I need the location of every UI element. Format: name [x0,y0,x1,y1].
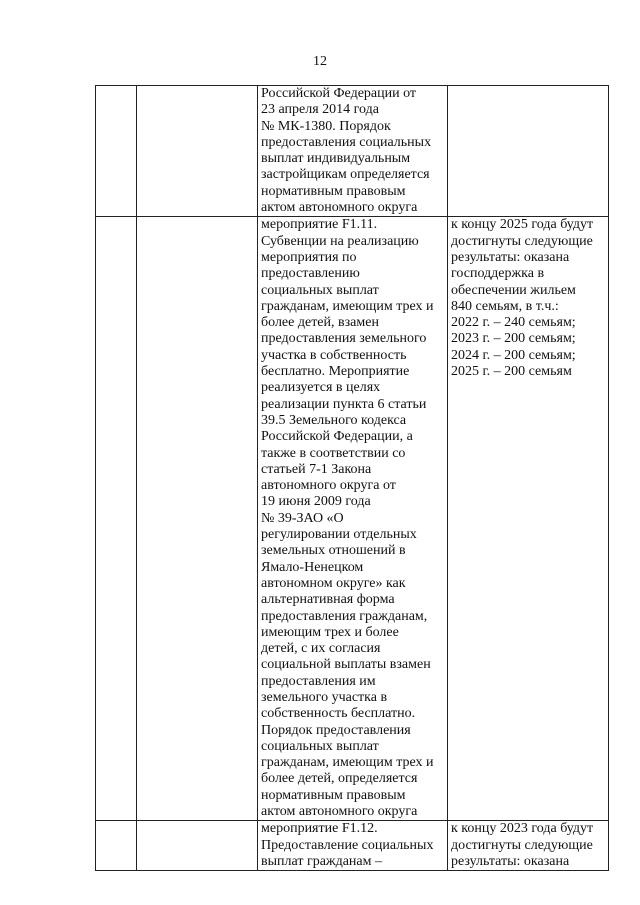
empty-cell [137,86,258,217]
description-text [261,86,444,216]
text-line: предоставлению [261,266,360,282]
text-line: предоставления земельного [261,331,427,347]
empty-cell [137,821,258,871]
text-line: выплат индивидуальным [261,151,411,167]
text-line: гражданам, имеющим трех и [261,755,434,771]
text-line: автономного округа от [261,478,396,494]
text-line: Предоставление социальных [261,837,434,853]
description-text [261,821,444,870]
text-line: к концу 2025 года будут [451,217,594,233]
text-line: 2022 г. – 240 семьям; [451,315,576,331]
text-line: регулировании отдельных [261,527,417,543]
text-line: социальных выплат [261,282,379,298]
table-row [96,821,609,871]
description-cell [258,217,448,821]
text-line: 2024 г. – 200 семьям; [451,347,576,363]
text-line: более детей, определяется [261,771,418,787]
text-line: Ямало-Ненецком [261,559,364,575]
text-line: Субвенции на реализацию [261,233,419,249]
result-cell [448,821,609,871]
text-line: господдержка в [451,266,545,282]
text-line: № 39-ЗАО «О [261,510,344,526]
text-line: участка в собственность [261,347,407,363]
description-text [261,217,444,820]
program-table [95,85,609,871]
text-line: предоставления гражданам, [261,608,428,624]
text-line: мероприятие F1.12. [261,821,378,837]
text-line: результаты: оказана [451,853,570,869]
text-line: 840 семьям, в т.ч.: [451,298,559,314]
text-line: реализации пункта 6 статьи [261,396,427,412]
result-text [451,217,605,380]
text-line: нормативным правовым [261,183,406,199]
text-line: бесплатно. Мероприятие [261,364,410,380]
text-line: 2023 г. – 200 семьям; [451,331,576,347]
page-number: 12 [313,54,327,69]
text-line: реализуется в целях [261,380,381,396]
text-line: 19 июня 2009 года [261,494,371,510]
text-line: результаты: оказана [451,249,570,265]
empty-cell [137,217,258,821]
text-line: социальных выплат [261,738,379,754]
text-line: к концу 2023 года будут [451,821,594,837]
text-line: альтернативная форма [261,592,395,608]
result-cell [448,217,609,821]
text-line: собственность бесплатно. [261,706,416,722]
text-line: Порядок предоставления [261,722,411,738]
text-line: статьей 7-1 Закона [261,461,372,477]
text-line: социальной выплаты взамен [261,657,431,673]
table-row [96,217,609,821]
text-line: достигнуты следующие [451,233,593,249]
description-cell [258,86,448,217]
text-line: актом автономного округа [261,804,418,820]
text-line: имеющим трех и более [261,624,399,640]
text-line: Российской Федерации, а [261,429,413,445]
text-line: нормативным правовым [261,787,406,803]
text-line: 23 апреля 2014 года [261,102,379,118]
text-line: детей, с их согласия [261,641,381,657]
text-line: Российской Федерации от [261,86,417,101]
text-line: земельных отношений в [261,543,406,559]
empty-cell [96,821,137,871]
text-line: предоставления социальных [261,134,432,150]
text-line: гражданам, имеющим трех и [261,298,434,314]
text-line: 39.5 Земельного кодекса [261,412,407,428]
empty-cell [96,217,137,821]
text-line: также в соответствии со [261,445,406,461]
empty-cell [96,86,137,217]
result-cell [448,86,609,217]
text-line: обеспечении жильем [451,282,576,298]
result-text [451,821,605,870]
text-line: актом автономного округа [261,200,418,216]
text-line: достигнуты следующие [451,837,593,853]
text-line: выплат гражданам – [261,853,382,869]
text-line: № МК-1380. Порядок [261,118,391,134]
text-line: мероприятия по [261,249,357,265]
text-line: 2025 г. – 200 семьям [451,364,572,380]
text-line: земельного участка в [261,689,388,705]
description-cell [258,821,448,871]
text-line: мероприятие F1.11. [261,217,378,233]
table-row [96,86,609,217]
text-line: более детей, взамен [261,315,379,331]
text-line: предоставления им [261,673,376,689]
text-line: автономном округе» как [261,575,406,591]
text-line: застройщикам определяется [261,167,430,183]
